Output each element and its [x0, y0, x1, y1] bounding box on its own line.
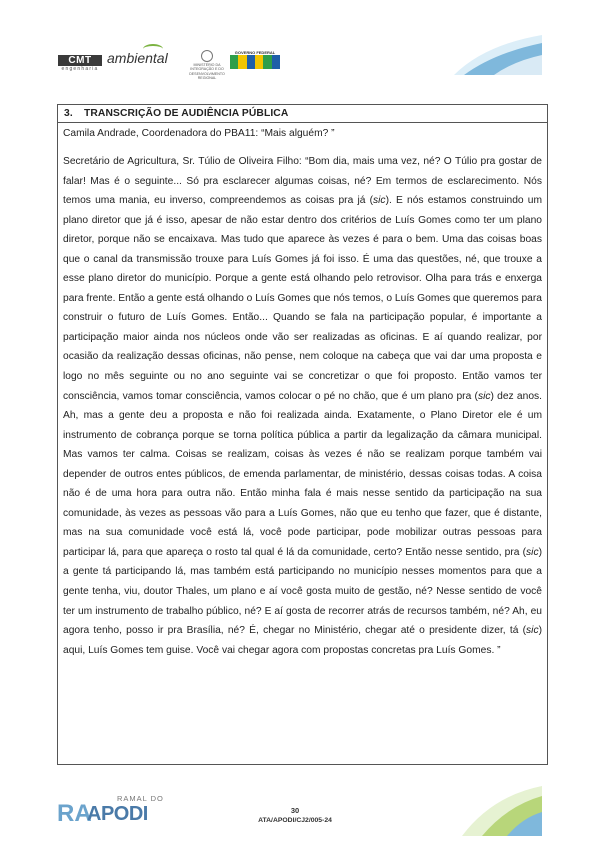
brasil-flag-stripes [230, 55, 280, 69]
ramal-logo-big-text: APODI [87, 803, 148, 825]
transcript-paragraph: Secretário de Agricultura, Sr. Túlio de Oliveira Filho: “Bom dia, mais uma vez, né? O Túlio pra gostar de falar! Mas é o seguinte... Só pra esclarecer algumas coisas, né? Em termos de esclarecimento. Nós temos uma mania, eu inverso, compreendemos as coisas pra já (sic). E nós estamos construindo um plano diretor que já é isso, apesar de não estar dentro dos critérios de Luís Gomes como ter um plano diretor, porque não se encaixava. Mas tudo que aparece às vezes é para o bem. Uma das coisas boas que o canal da transmissão trouxe para Luís Gomes já foi isso. É uma das questões, né, que trouxe a esse plano diretor do município. Porque a gente está olhando pelo retrovisor. Olha para trás e enxerga para frente. Então a gente está olhando o Luís Gomes que nós temos, o Luís Gomes que queremos para construir o futuro de Luís Gomes. Então... Quando se fala na participação popular, é importante a participação maior ainda nos núcleos onde vão ser realizadas as oficinas. E aí quando realizar, por ocasião da realização dessas oficinas, não pense, nem coloque na cabeça que vai dar uma proposta e logo no mês seguinte ou no ano seguinte vai se concretizar o que foi proposto. Então vamos ter consciência, vamos tomar consciência, vamos colocar o pé no chão, que é um plano pra (sic) dez anos. Ah, mas a gente deu a proposta e não foi realizada ainda. Exatamente, o Plano Diretor ele é um instrumento de cobrança porque se torna política pública a partir da legalização da câmara municipal. Mas vamos ter calma. Coisas se realizam, coisas às vezes é não se realizam porque também vai depender de outros entes públicos, de emenda parlamentar, de ministério, dessas coisas todas. A coisa não é de uma hora para outra não. Então minha fala é mais nesse sentido da participação na sua comunidade, às vezes as pessoas vão para a Luís Gomes, não que eu tenho que fazer, que é distante, mas na sua comunidade você está lá, você pode participar, pode mobilizar outras pessoas para participar lá, para que apareça o rosto tal qual é lá da comunidade, certo? Então nesse sentido, pra (sic) a gente tá participando lá, mas também está participando no município nesses momentos para que a gente tenha, viu, doutor Thales, um plano e aí você gosta muito de gestão, né? Nesse sentido de você ter um instrumento de trabalho público, né? E aí gosta de recorrer atrás de recursos também, né? Ah, eu agora tenho, posso ir pra Brasília, né? É, chegar no Ministério, chegar até o presidente dizer, tá (sic) aqui, Luís Gomes tem guise. Você vai chegar agora com propostas concretas pra Luís Gomes. ” [63, 156, 543, 656]
cmt-logo-subtext: engenharia [61, 66, 99, 72]
section-title [58, 105, 547, 123]
cmt-logo [58, 55, 102, 72]
content-box [57, 104, 548, 765]
document-code: ATA/APODI/CJ2/005-24 [258, 817, 332, 824]
footer-swoosh-graphic [462, 786, 542, 836]
transcript-body [58, 123, 547, 660]
ramal-logo-small-text: RAMAL DO [117, 794, 164, 803]
crest-icon [201, 50, 213, 62]
header-swoosh-graphic [454, 35, 542, 75]
ambiental-logo [107, 50, 168, 66]
ambiental-logo-text: ambiental [107, 50, 168, 66]
ministry-logo [188, 50, 226, 81]
transcript-paragraph: Camila Andrade, Coordenadora do PBA11: “Mais alguém? ” [63, 128, 335, 139]
brasil-logo-top: GOVERNO FEDERAL [234, 50, 276, 55]
cmt-logo-text: CMT [58, 55, 102, 66]
ministry-logo-text: MINISTÉRIO DA INTEGRAÇÃO E DO DESENVOLVIMENTO REGIONAL [189, 63, 225, 81]
section-title-text: TRANSCRIÇÃO DE AUDIÊNCIA PÚBLICA [84, 108, 289, 119]
page-header [0, 0, 600, 100]
brasil-logo [230, 50, 280, 69]
leaf-icon [143, 44, 163, 54]
section-number: 3. [64, 108, 73, 119]
ramal-do-apodi-logo [57, 790, 167, 830]
ramal-logo-mark: RA [57, 800, 92, 827]
page-number: 30 [290, 806, 300, 815]
